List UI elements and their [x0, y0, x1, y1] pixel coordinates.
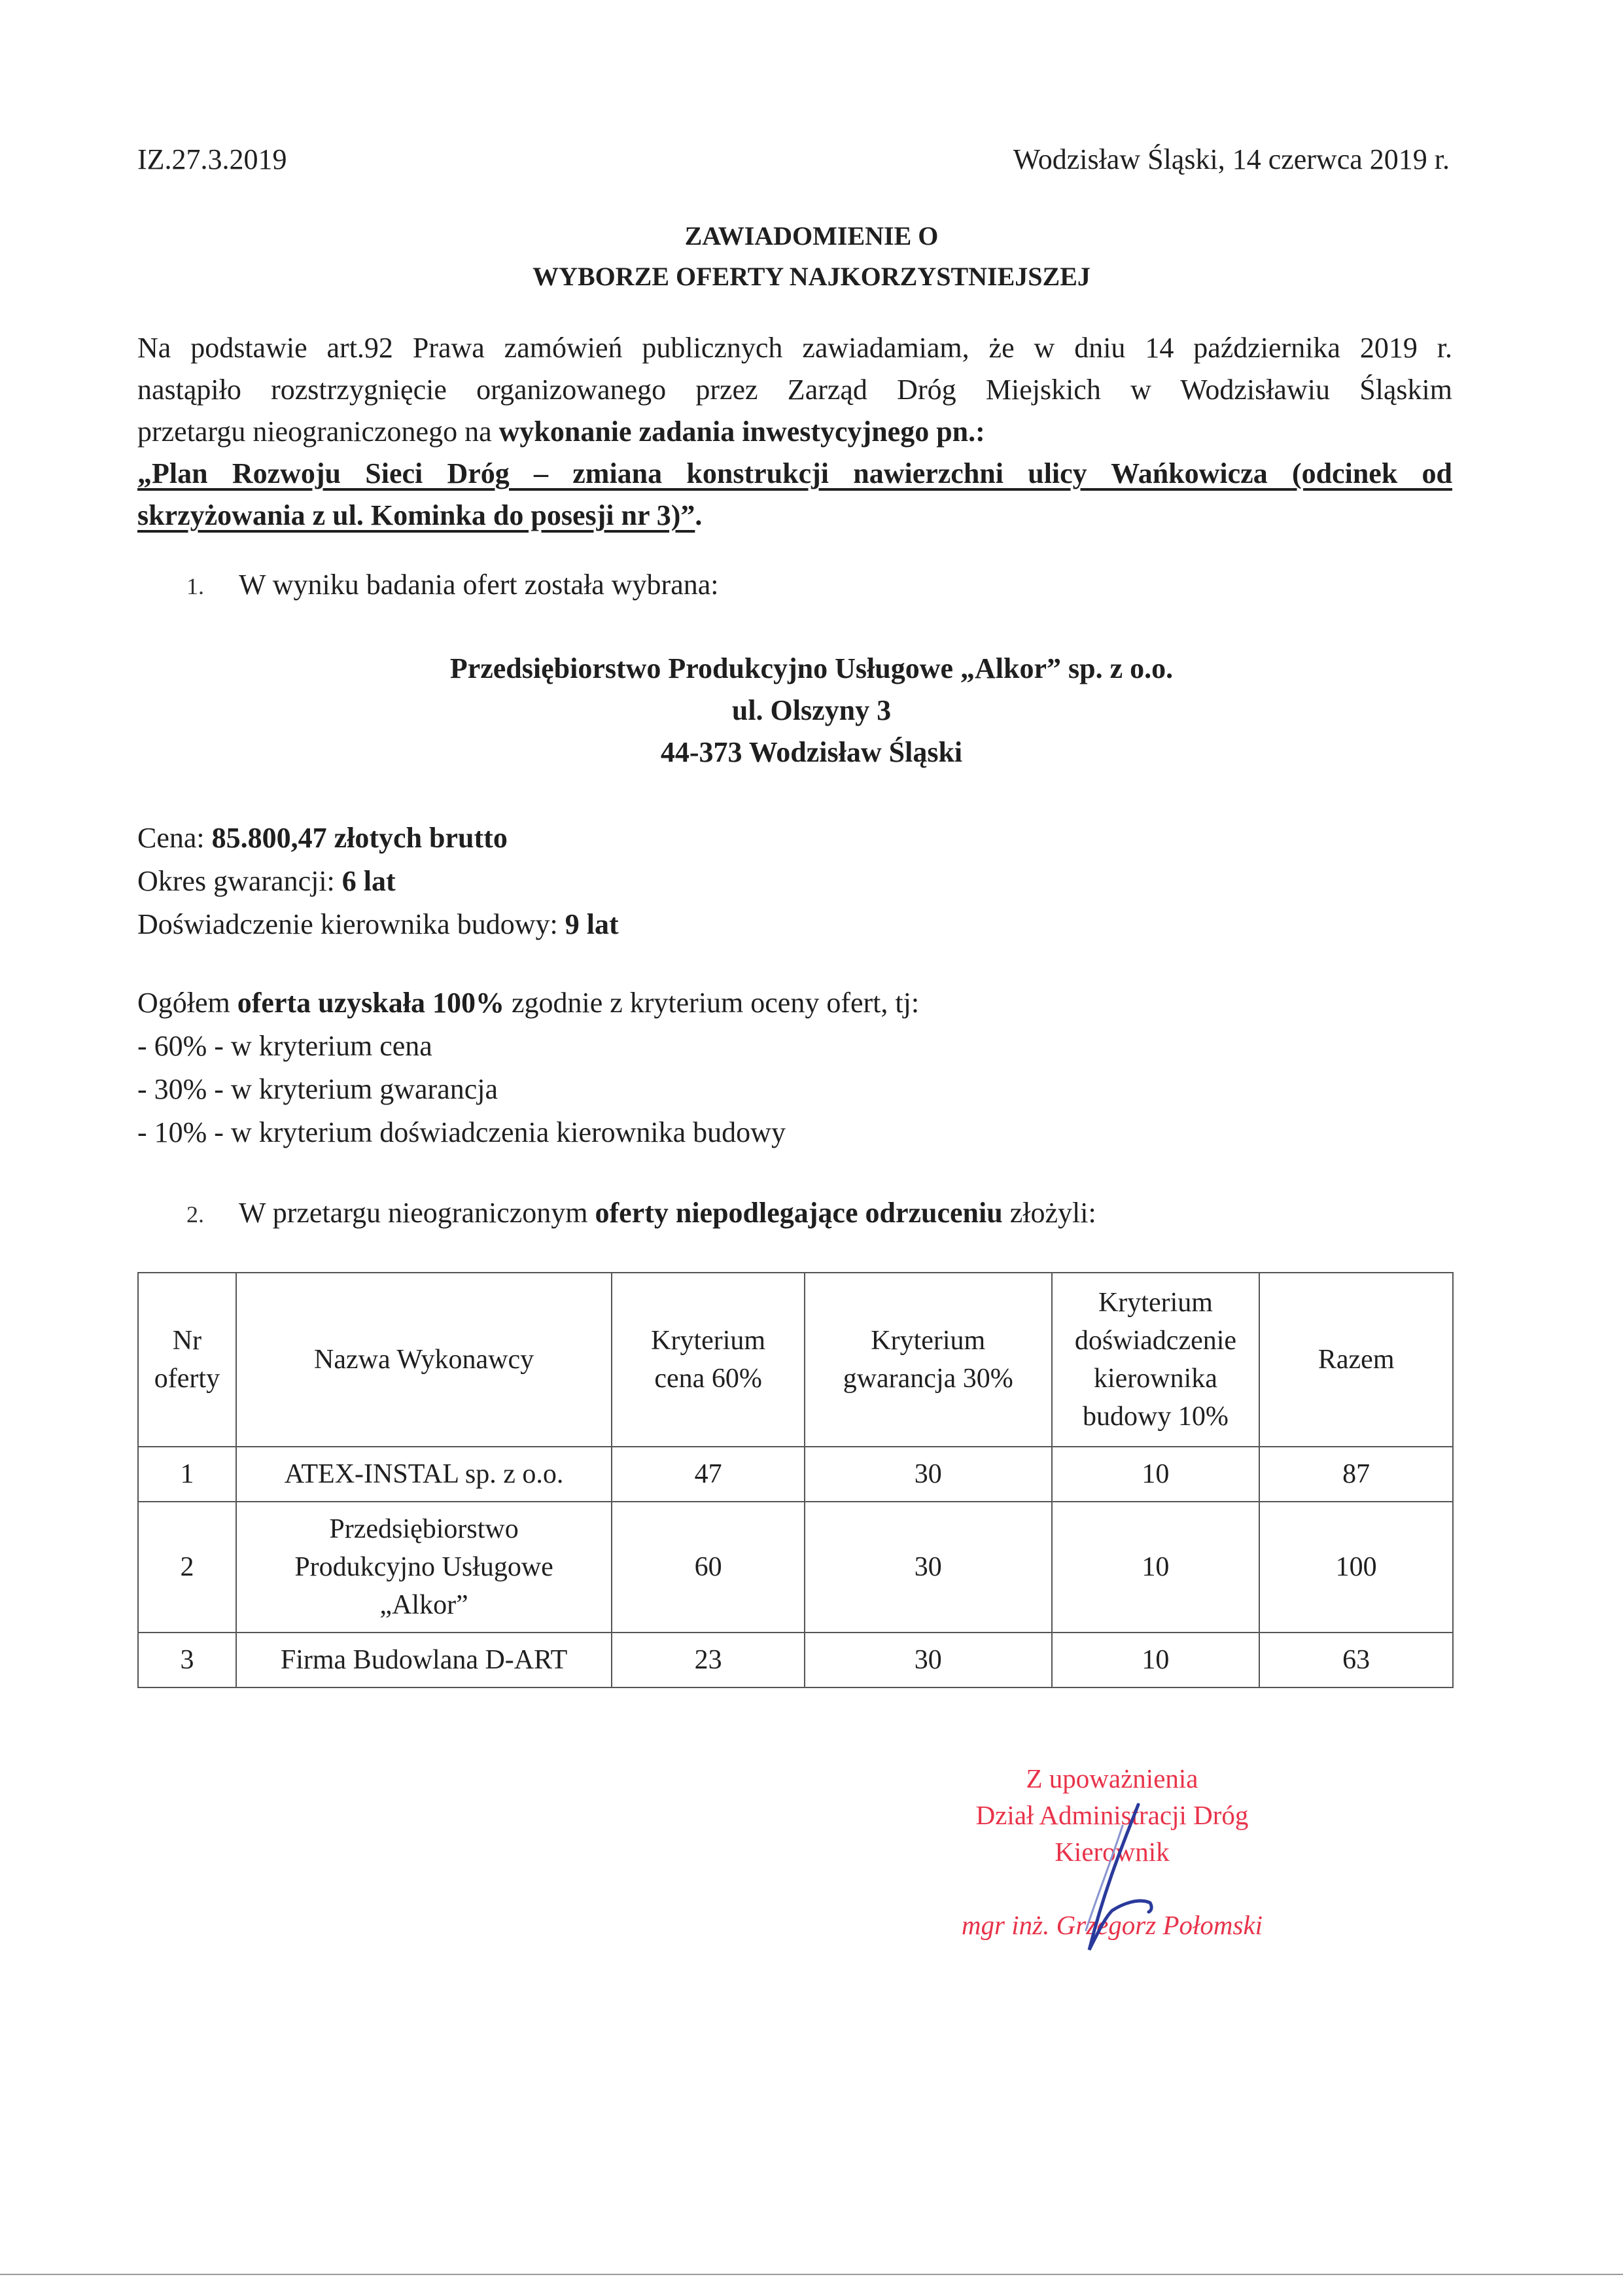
intro-line-3-text: przetargu nieograniczonego na — [137, 415, 499, 448]
cell-nr: 2 — [138, 1502, 236, 1633]
summary-line — [137, 981, 919, 1025]
detail-label: Doświadczenie kierownika budowy: — [137, 908, 565, 940]
cell-experience: 10 — [1052, 1447, 1260, 1502]
detail-warranty — [137, 860, 619, 903]
name-line: Firma Budowlana D-ART — [280, 1645, 568, 1675]
signatory-name: mgr inż. Grzegorz Połomski — [961, 1910, 1263, 1940]
cell-warranty: 30 — [805, 1447, 1052, 1502]
scan-edge-line — [0, 2274, 1623, 2275]
offers-table — [137, 1272, 1454, 1688]
cell-name — [236, 1633, 612, 1687]
header-text: oferty — [154, 1364, 220, 1394]
detail-value: 6 lat — [341, 865, 396, 897]
score-summary — [137, 981, 919, 1154]
cell-price: 23 — [612, 1633, 805, 1687]
subject-line-2-wrapper — [137, 495, 1452, 537]
intro-line-2: nastąpiło rozstrzygnięcie organizowanego przez Zarząd Dróg Miejskich w Wodzisławiu Śląskim — [137, 374, 1452, 406]
detail-experience — [137, 903, 619, 946]
header-experience — [1052, 1273, 1260, 1447]
header-text: gwarancja 30% — [843, 1364, 1013, 1394]
winner-name: Przedsiębiorstwo Produkcyjno Usługowe „Alkor” sp. z o.o. — [449, 652, 1174, 684]
name-line: „Alkor” — [379, 1590, 468, 1620]
detail-value: 85.800,47 złotych brutto — [211, 822, 508, 854]
name-line: ATEX-INSTAL sp. z o.o. — [284, 1459, 564, 1489]
criterion-item: - 10% - w kryterium doświadczenia kierownika budowy — [137, 1116, 786, 1148]
name-line: Przedsiębiorstwo — [329, 1514, 519, 1544]
header-total — [1259, 1273, 1453, 1447]
subject-end: . — [695, 499, 703, 531]
table-header-row — [138, 1273, 1453, 1447]
intro-line-1: Na podstawie art.92 Prawa zamówień publicznych zawiadamiam, że w dniu 14 października 2019 r. — [137, 332, 1452, 364]
header-text: Nazwa Wykonawcy — [314, 1345, 534, 1375]
intro-paragraph — [137, 327, 1452, 537]
cell-name — [236, 1447, 612, 1502]
header-price — [612, 1273, 805, 1447]
summary-suffix: zgodnie z kryterium oceny ofert, tj: — [504, 987, 920, 1019]
section-1 — [186, 564, 718, 607]
winner-city: 44-373 Wodzisław Śląski — [660, 736, 963, 768]
cell-warranty: 30 — [805, 1502, 1052, 1633]
header-text: kierownika — [1093, 1364, 1217, 1394]
cell-total: 63 — [1259, 1633, 1453, 1687]
cell-name — [236, 1502, 612, 1633]
section-2 — [186, 1192, 1096, 1235]
intro-line-3-bold: wykonanie zadania inwestycyjnego pn.: — [498, 415, 985, 448]
cell-experience: 10 — [1052, 1633, 1260, 1687]
section-2-suffix: złożyli: — [1002, 1197, 1096, 1229]
subject-line-1: „Plan Rozwoju Sieci Dróg – zmiana konstrukcji nawierzchni ulicy Wańkowicza (odcinek od — [137, 457, 1452, 489]
header-text: Nr — [172, 1326, 202, 1356]
cell-total: 100 — [1259, 1502, 1453, 1633]
cell-warranty: 30 — [805, 1633, 1052, 1687]
header-name — [236, 1273, 612, 1447]
header-text: Razem — [1318, 1345, 1395, 1375]
summary-bold: oferta uzyskała 100% — [237, 987, 504, 1019]
detail-label: Okres gwarancji: — [137, 865, 342, 897]
title-line-1: ZAWIADOMIENIE O — [684, 221, 939, 251]
title-line-2: WYBORZE OFERTY NAJKORZYSTNIEJSZEJ — [532, 262, 1091, 291]
cell-price: 60 — [612, 1502, 805, 1633]
reference-number: IZ.27.3.2019 — [137, 143, 287, 175]
criterion-item: - 30% - w kryterium gwarancja — [137, 1073, 498, 1105]
detail-label: Cena: — [137, 822, 212, 854]
detail-price — [137, 817, 619, 860]
winner-block — [0, 648, 1623, 773]
cell-price: 47 — [612, 1447, 805, 1502]
section-2-prefix: W przetargu nieograniczonym — [239, 1197, 595, 1229]
section-2-bold: oferty niepodlegające odrzuceniu — [595, 1197, 1003, 1229]
document-title — [0, 216, 1623, 297]
cell-nr: 1 — [138, 1447, 236, 1502]
stamp-line-1: Z upoważnienia — [1026, 1763, 1198, 1793]
header-text: cena 60% — [654, 1364, 762, 1394]
criterion-item: - 60% - w kryterium cena — [137, 1030, 432, 1062]
header-text: Kryterium — [651, 1326, 766, 1356]
section-2-number: 2. — [186, 1201, 204, 1227]
cell-nr: 3 — [138, 1633, 236, 1687]
header-text: Kryterium — [871, 1326, 986, 1356]
table-row — [138, 1447, 1453, 1502]
section-1-text: W wyniku badania ofert została wybrana: — [239, 569, 719, 601]
header-nr — [138, 1273, 236, 1447]
detail-value: 9 lat — [565, 908, 619, 940]
section-1-number: 1. — [186, 573, 204, 599]
offer-details — [137, 817, 619, 946]
header-text: budowy 10% — [1083, 1402, 1229, 1432]
cell-total: 87 — [1259, 1447, 1453, 1502]
cell-experience: 10 — [1052, 1502, 1260, 1633]
winner-street: ul. Olszyny 3 — [731, 694, 892, 726]
handwritten-signature-icon — [1060, 1799, 1164, 1956]
header-text: Kryterium — [1098, 1288, 1213, 1318]
stamp-line-3: Kierownik — [1055, 1837, 1170, 1867]
name-line: Produkcyjno Usługowe — [294, 1552, 553, 1582]
header-warranty — [805, 1273, 1052, 1447]
place-and-date: Wodzisław Śląski, 14 czerwca 2019 r. — [1013, 143, 1450, 175]
stamp-line-2: Dział Administracji Dróg — [975, 1800, 1249, 1830]
subject-line-2: skrzyżowania z ul. Kominka do posesji nr 3)” — [137, 499, 695, 531]
table-row — [138, 1633, 1453, 1687]
header-text: doświadczenie — [1074, 1326, 1237, 1356]
intro-line-3 — [137, 411, 1452, 453]
table-row — [138, 1502, 1453, 1633]
summary-prefix: Ogółem — [137, 987, 237, 1019]
